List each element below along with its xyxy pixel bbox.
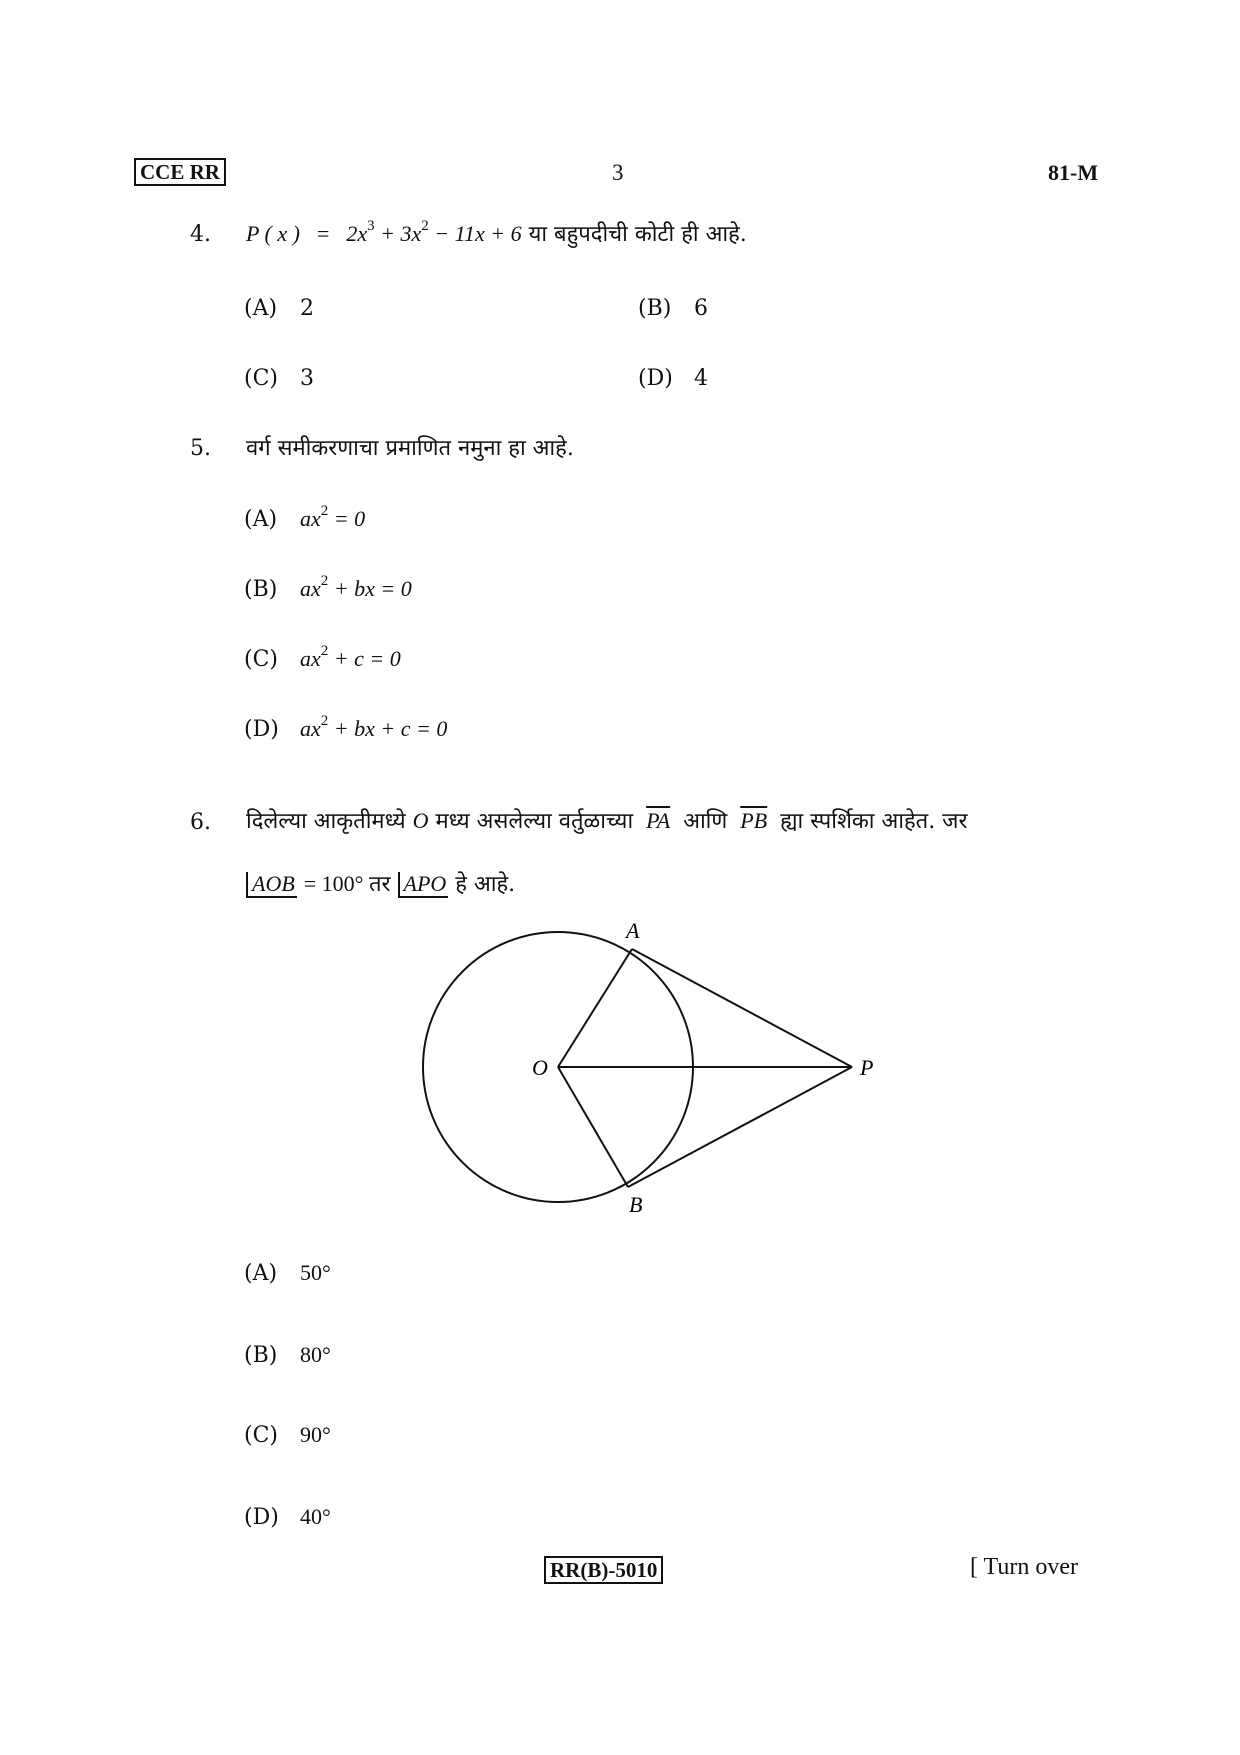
q6-text-e: हे आहे. xyxy=(455,872,516,897)
q5-option-d[interactable] xyxy=(244,713,448,742)
option-label: (A) xyxy=(244,507,278,532)
radius-ob xyxy=(558,1067,628,1187)
page-number: 3 xyxy=(612,160,624,185)
option-value: 80° xyxy=(300,1342,331,1367)
q6-option-c[interactable] xyxy=(244,1422,331,1448)
option-rest: + bx = 0 xyxy=(328,576,412,601)
q6-text-a: दिलेल्या आकृतीमध्ये xyxy=(246,809,406,834)
tangent-pa xyxy=(632,949,852,1067)
q4-poly-sup-a: 3 xyxy=(367,218,375,234)
q5-option-c[interactable] xyxy=(244,643,401,672)
q4-number: 4. xyxy=(190,222,211,247)
q4-option-c[interactable] xyxy=(244,366,314,391)
q6-tangent-pb: $\overline{PB}$ xyxy=(740,808,768,833)
q6-question-line2 xyxy=(246,868,515,898)
option-term: ax xyxy=(300,576,321,601)
option-label: (B) xyxy=(244,577,278,602)
option-value: 3 xyxy=(300,366,314,391)
label-o: O xyxy=(532,1055,548,1080)
option-rest: + c = 0 xyxy=(328,646,401,671)
q5-option-b[interactable] xyxy=(244,573,412,602)
label-a: A xyxy=(626,918,640,943)
booklet-code-box: RR(B)-5010 xyxy=(544,1556,663,1584)
option-exponent: 2 xyxy=(320,643,329,659)
option-label: (B) xyxy=(638,296,672,321)
q6-center-label: O xyxy=(412,808,429,833)
q4-option-d[interactable] xyxy=(638,366,708,391)
option-value: 2 xyxy=(300,296,314,321)
q5-text: वर्ग समीकरणाचा प्रमाणित नमुना हा आहे. xyxy=(246,436,574,461)
q4-option-b[interactable] xyxy=(638,296,708,321)
q4-question xyxy=(246,218,747,248)
option-exponent: 2 xyxy=(320,573,329,589)
label-p: P xyxy=(860,1055,874,1080)
q5-number: 5. xyxy=(190,436,211,461)
q4-option-a[interactable] xyxy=(244,296,314,321)
q6-question-line1 xyxy=(246,805,968,835)
option-rest: + bx + c = 0 xyxy=(328,716,448,741)
q5-option-a[interactable] xyxy=(244,503,366,532)
q4-lhs: P ( x ) xyxy=(246,221,300,246)
option-label: (B) xyxy=(244,1343,278,1368)
option-term: ax xyxy=(300,716,321,741)
option-term: ax xyxy=(300,646,321,671)
option-label: (C) xyxy=(244,1423,278,1448)
q6-option-a[interactable] xyxy=(244,1260,331,1286)
q6-number: 6. xyxy=(190,810,211,835)
radius-oa xyxy=(558,949,632,1067)
q4-equals: = xyxy=(316,221,330,246)
q4-text: या बहुपदीची कोटी ही आहे. xyxy=(528,222,747,247)
subject-code: 81-M xyxy=(1048,160,1099,185)
label-b: B xyxy=(629,1192,643,1217)
q6-angle-aob: AOB xyxy=(246,872,297,898)
option-term: ax xyxy=(300,506,321,531)
q6-option-d[interactable] xyxy=(244,1504,331,1530)
q6-text-b: मध्य असलेल्या वर्तुळाच्या xyxy=(435,809,634,834)
q6-option-b[interactable] xyxy=(244,1342,331,1368)
option-label: (A) xyxy=(244,1261,278,1286)
turn-over-text: [ Turn over xyxy=(970,1554,1079,1580)
q6-text-c: ह्या स्पर्शिका आहेत. जर xyxy=(780,809,968,834)
q6-text-d: = 100° तर xyxy=(303,871,391,896)
option-exponent: 2 xyxy=(320,503,329,519)
q6-text-and: आणि xyxy=(683,809,728,834)
q6-angle-apo: APO xyxy=(398,872,449,898)
option-value: 90° xyxy=(300,1422,331,1447)
tangent-circle-figure xyxy=(400,905,920,1225)
q4-poly-term-b: + 3x xyxy=(374,221,422,246)
q4-poly-sup-b: 2 xyxy=(421,218,429,234)
option-exponent: 2 xyxy=(320,713,329,729)
q4-poly-term-c: − 11x + 6 xyxy=(428,221,522,246)
option-label: (D) xyxy=(244,1505,279,1530)
option-label: (C) xyxy=(244,647,278,672)
q6-tangent-pa: $\overline{PA}$ xyxy=(646,808,671,833)
option-label: (A) xyxy=(244,296,278,321)
tangent-pb xyxy=(628,1067,852,1187)
option-value: 4 xyxy=(694,366,708,391)
option-value: 40° xyxy=(300,1504,331,1529)
option-label: (D) xyxy=(638,366,673,391)
q4-poly-term-a: 2x xyxy=(346,221,368,246)
option-value: 50° xyxy=(300,1260,331,1285)
paper-code-box: CCE RR xyxy=(134,158,226,186)
option-rest: = 0 xyxy=(328,506,366,531)
option-label: (D) xyxy=(244,717,279,742)
option-label: (C) xyxy=(244,366,278,391)
option-value: 6 xyxy=(694,296,708,321)
